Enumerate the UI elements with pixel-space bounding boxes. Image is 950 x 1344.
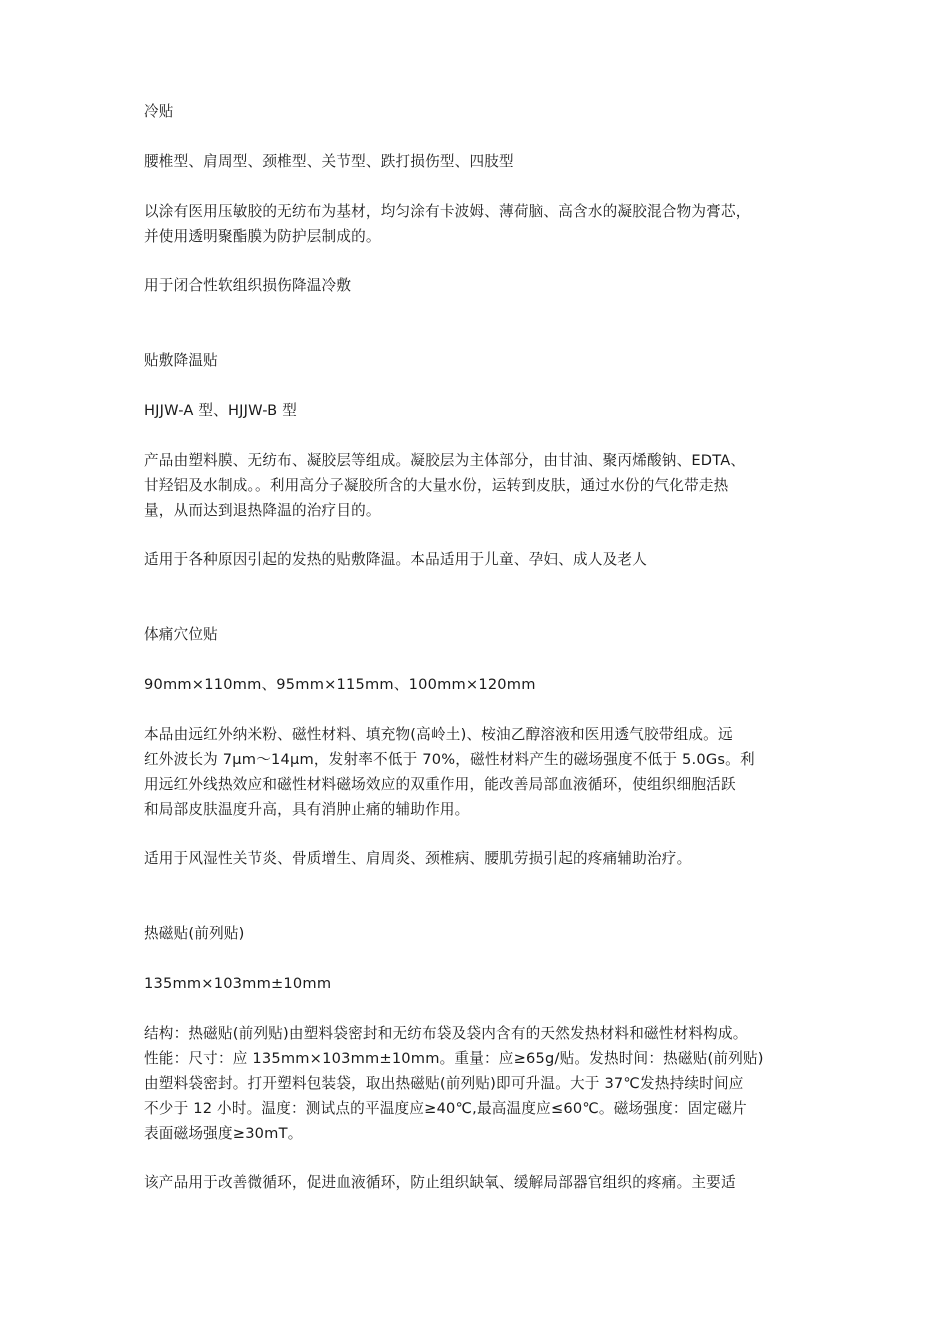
section-description-line: 不少于 12 小时。温度：测试点的平温度应≥40℃,最高温度应≤60℃。磁场强度：固定磁片: [144, 1100, 747, 1117]
section-spec: 腰椎型、肩周型、颈椎型、关节型、跌打损伤型、四肢型: [144, 153, 514, 170]
section-title: 冷贴: [144, 103, 174, 120]
section-title: 体痛穴位贴: [144, 626, 218, 643]
section-description-line: 以涂有医用压敏胶的无纺布为基材，均匀涂有卡波姆、薄荷脑、高含水的凝胶混合物为膏芯，: [144, 203, 751, 220]
section-usage: 适用于风湿性关节炎、骨质增生、肩周炎、颈椎病、腰肌劳损引起的疼痛辅助治疗。: [144, 850, 692, 867]
section-description-line: 结构：热磁贴(前列贴)由塑料袋密封和无纺布袋及袋内含有的天然发热材料和磁性材料构成。: [144, 1025, 748, 1042]
section-description-line: 表面磁场强度≥30mT。: [144, 1125, 303, 1142]
section-description-line: 甘羟铝及水制成。。利用高分子凝胶所含的大量水份，运转到皮肤，通过水份的气化带走热: [144, 477, 729, 494]
section-spec: HJJW-A 型、HJJW-B 型: [144, 402, 297, 419]
section-title: 贴敷降温贴: [144, 352, 218, 369]
section-usage: 用于闭合性软组织损伤降温冷敷: [144, 277, 352, 294]
section-description-line: 量，从而达到退热降温的治疗目的。: [144, 502, 381, 519]
section-description-line: 和局部皮肤温度升高，具有消肿止痛的辅助作用。: [144, 801, 470, 818]
section-usage: 该产品用于改善微循环，促进血液循环，防止组织缺氧、缓解局部器官组织的疼痛。主要适: [144, 1174, 736, 1191]
section-spec: 90mm×110mm、95mm×115mm、100mm×120mm: [144, 676, 536, 693]
section-usage: 适用于各种原因引起的发热的贴敷降温。本品适用于儿童、孕妇、成人及老人: [144, 551, 647, 568]
section-spec: 135mm×103mm±10mm: [144, 975, 332, 992]
section-description-line: 性能：尺寸：应 135mm×103mm±10mm。重量：应≥65g/贴。发热时间：热磁贴(前列贴): [144, 1050, 764, 1067]
section-description-line: 并使用透明聚酯膜为防护层制成的。: [144, 228, 381, 245]
section-description-line: 本品由远红外纳米粉、磁性材料、填充物(高岭土)、桉油乙醇溶液和医用透气胶带组成。远: [144, 726, 733, 743]
section-title: 热磁贴(前列贴): [144, 925, 245, 942]
section-description-line: 用远红外线热效应和磁性材料磁场效应的双重作用，能改善局部血液循环，使组织细胞活跃: [144, 776, 736, 793]
section-description-line: 红外波长为 7μm～14μm，发射率不低于 70%，磁性材料产生的磁场强度不低于 5.0Gs。利: [144, 751, 755, 768]
section-description-line: 由塑料袋密封。打开塑料包装袋，取出热磁贴(前列贴)即可升温。大于 37℃发热持续时间应: [144, 1075, 744, 1092]
section-description-line: 产品由塑料膜、无纺布、凝胶层等组成。凝胶层为主体部分，由甘油、聚丙烯酸钠、EDTA、: [144, 452, 746, 469]
